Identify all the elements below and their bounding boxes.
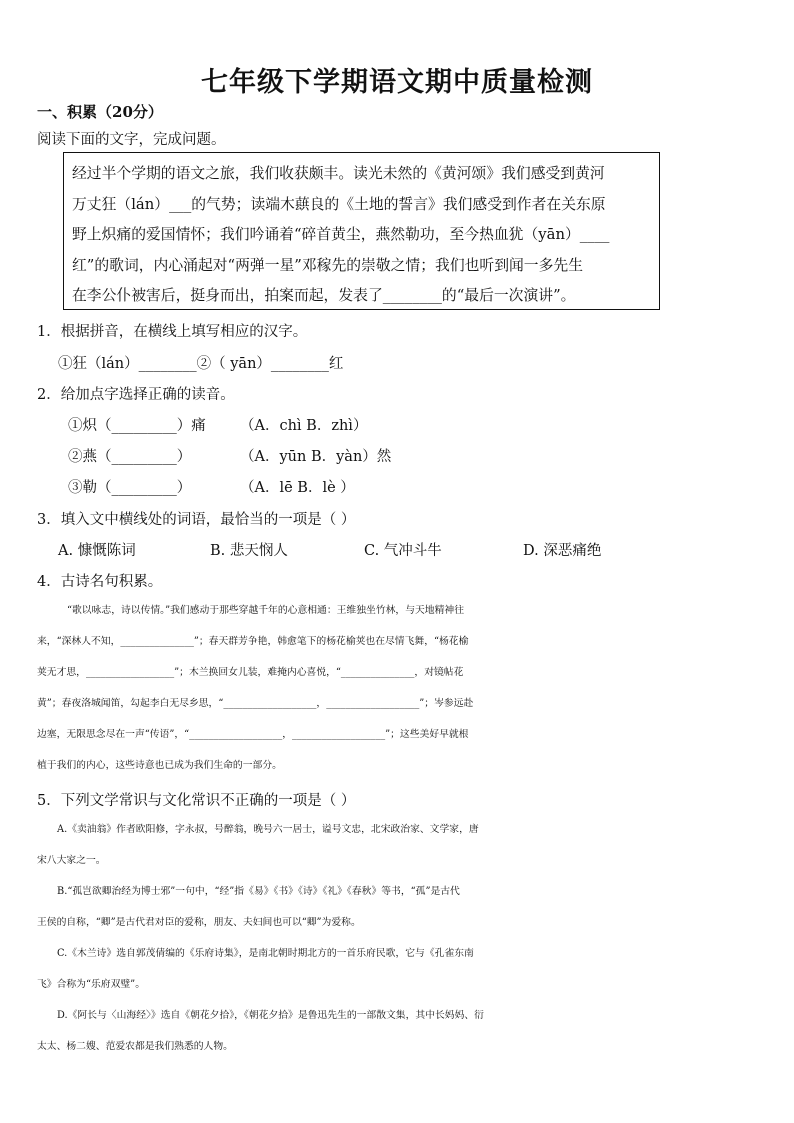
q5-option-b: B.“孤岂欲卿治经为博士邪”一句中，“经”指《易》《书》《诗》《礼》《春秋》等书，“孤”是古代 <box>57 886 460 897</box>
question-2: 2．给加点字选择正确的读音。 <box>37 387 235 403</box>
question-5: 5．下列文学常识与文化常识不正确的一项是（ ） <box>37 793 356 809</box>
section-heading: 一、积累（20分） <box>37 103 163 121</box>
passage-line: 野上炽痛的爱国情怀；我们吟诵着“碎首黄尘，燕然勒功，至今热血犹（yān）____ <box>72 226 610 243</box>
q2-item-options: （A．yūn B．yàn）然 <box>240 449 392 465</box>
reading-passage-box <box>63 152 660 310</box>
q5-option-b-cont: 王侯的自称，“卿”是古代君对臣的爱称，朋友、夫妇间也可以“卿”为爱称。 <box>37 917 361 928</box>
passage-line: 在李公仆被害后，挺身而出，拍案而起，发表了________的“最后一次演讲”。 <box>72 287 576 304</box>
q5-option-a-cont: 宋八大家之一。 <box>37 855 106 866</box>
page-title: 七年级下学期语文期中质量检测 <box>201 67 593 98</box>
q5-option-c-cont: 飞》合称为“乐府双璧”。 <box>37 979 145 990</box>
question-5-options <box>37 814 753 1062</box>
q2-item-left: ①炽（_________）痛 <box>68 418 206 434</box>
q4-line: “歌以咏志，诗以传情。”我们感动于那些穿越千年的心意相通：王维独坐竹林，与天地精神往 <box>67 605 464 616</box>
q2-item-options: （A．lē B．lè ） <box>240 480 355 496</box>
intro-text: 阅读下面的文字，完成问题。 <box>37 132 226 148</box>
q2-item-options: （A．chì B．zhì） <box>240 418 368 434</box>
passage-line: 经过半个学期的语文之旅，我们收获颇丰。读光未然的《黄河颂》我们感受到黄河 <box>72 165 605 182</box>
question-3: 3．填入文中横线处的词语，最恰当的一项是（ ） <box>37 512 356 528</box>
q3-option-d: D. 深恶痛绝 <box>523 543 602 559</box>
q5-option-c: C.《木兰诗》选自郭茂倩编的《乐府诗集》，是南北朝时期北方的一首乐府民歌，它与《孔雀东南 <box>57 948 474 959</box>
question-1-blanks: ①狂（lán）________②（ yān）________红 <box>58 356 344 372</box>
question-1: 1．根据拼音，在横线上填写相应的汉字。 <box>37 324 308 340</box>
q3-option-a: A. 慷慨陈词 <box>58 543 136 559</box>
q2-item-left: ②燕（_________） <box>68 449 192 465</box>
q5-option-d: D.《阿长与〈山海经〉》选自《朝花夕拾》，《朝花夕拾》是鲁迅先生的一部散文集，其中长妈妈、衍 <box>57 1010 484 1021</box>
q2-item-left: ③勒（_________） <box>68 480 192 496</box>
q5-option-a: A.《卖油翁》作者欧阳修，字永叔，号醉翁，晚号六一居士，谥号文忠，北宋政治家、文学家，唐 <box>57 824 479 835</box>
question-4-paragraph <box>37 595 753 781</box>
q3-option-c: C. 气冲斗牛 <box>364 543 442 559</box>
q4-line: 来，“深林人不知，_______________”；春天群芳争艳，韩愈笔下的杨花榆荚也在尽情飞舞，“杨花榆 <box>37 636 469 647</box>
q3-option-b: B. 悲天悯人 <box>210 543 288 559</box>
q5-option-d-cont: 太太、杨二嫂、范爱农都是我们熟悉的人物。 <box>37 1041 233 1052</box>
question-4: 4．古诗名句积累。 <box>37 574 163 590</box>
q4-line: 黄”；春夜洛城闻笛，勾起李白无尽乡思，“___________________，___________________”；岑参远赴 <box>37 698 474 709</box>
passage-line: 万丈狂（lán）___的气势；读端木蕻良的《土地的誓言》我们感受到作者在关东原 <box>72 195 606 213</box>
q4-line: 植于我们的内心，这些诗意也已成为我们生命的一部分。 <box>37 760 282 771</box>
q4-line: 边塞，无限思念尽在一声“传语”，“___________________，___________________”；这些美好早就根 <box>37 729 469 740</box>
passage-line: 红”的歌词，内心涌起对“两弹一星”邓稼先的崇敬之情；我们也听到闻一多先生 <box>72 256 583 274</box>
q4-line: 荚无才思，__________________”；木兰换回女儿装，难掩内心喜悦，“_______________，对镜帖花 <box>37 667 464 678</box>
